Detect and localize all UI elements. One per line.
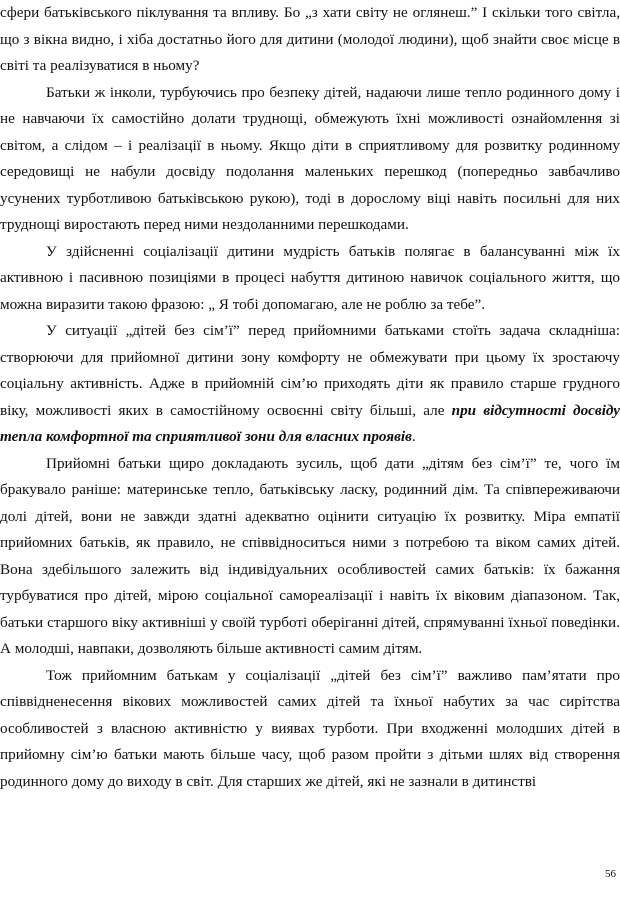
paragraph xyxy=(0,0,620,80)
paragraph xyxy=(0,663,620,796)
paragraph xyxy=(0,318,620,451)
paragraph-text: сфери батьківського піклування та впливу. Бо „з хати світу не оглянеш.” І скільки того світла, що з вікна видно, і хіба достатньо його для дитини (молодої людини), щоб знайти своє місце в світі та реалізуватися в ньому? xyxy=(0,4,620,74)
paragraph-text: Тож прийомним батькам у соціалізації „дітей без сім’ї” важливо пам’ятати про співвідненесення вікових можливостей самих дітей та їхньої набутих за час сирітства особливостей з власною активністю у виявах турботи. При входженні молодших дітей в прийомну сім’ю батьки мають більше часу, щоб разом пройти з дітьми шлях від створення родинного дому до виходу в світ. Для старших же дітей, які не зазнали в дитинстві xyxy=(0,666,620,790)
paragraph-text: У здійсненні соціалізації дитини мудрість батьків полягає в балансуванні між їх активною і пасивною позиціями в процесі набуття дитиною навичок соціального життя, що можна виразити такою фразою: „ Я тобі допомагаю, але не роблю за тебе”. xyxy=(0,242,620,313)
paragraph xyxy=(0,80,620,239)
paragraph-text: Прийомні батьки щиро докладають зусиль, щоб дати „дітям без сім’ї” те, чого їм бракувало раніше: материнське тепло, батьківську ласку, родинний дім. Та співпереживаючи долі дітей, вони не завжди здатні адекватно оцінити ситуацію їх розвитку. Міра емпатії прийомних батьків, як правило, не співвідноситься ними з потребою та віком самих дітей. Вона здебільшого залежить від індивідуальних особливостей самих батьків: їх бажання турбуватися про дітей, мірою соціальної самореалізації і навіть їх віковим діапазоном. Так, батьки старшого віку активніші у своїй турботі оберіганні дітей, спрямуванні їхньої поведінки. А молодші, навпаки, дозволяють більше активності самим дітям. xyxy=(0,454,620,657)
paragraph xyxy=(0,239,620,319)
paragraph-text: Батьки ж інколи, турбуючись про безпеку дітей, надаючи лише тепло родинного дому і не навчаючи їх самостійно долати труднощі, обмежують їхні можливості ознайомлення зі світом, а слідом – і реалізації в ньому. Якщо діти в сприятливому для розвитку родинному середовищі не набули досвіду подолання маленьких перешкод (попередньо завбачливо усунених турботливою батьківською рукою), тоді в дорослому віці навіть посильні для них труднощі виростають перед ними нездоланними перешкодами. xyxy=(0,83,620,233)
paragraph xyxy=(0,451,620,663)
paragraph-text: У ситуації „дітей без сім’ї” перед прийомними батьками стоїть задача складніша: створюючи для прийомної дитини зону комфорту не обмежувати при цьому їх зростаючу соціальну активність. Адже в прийомній сім’ю приходять діти як правило старше грудного віку, можливості яких в самостійному освоєнні світу більші, але xyxy=(0,322,620,419)
paragraph-text: . xyxy=(411,428,416,445)
page-number: 56 xyxy=(605,868,616,880)
emphasized-text: при відсутності досвіду тепла комфортної та сприятливої зони для власних проявів xyxy=(0,401,620,445)
